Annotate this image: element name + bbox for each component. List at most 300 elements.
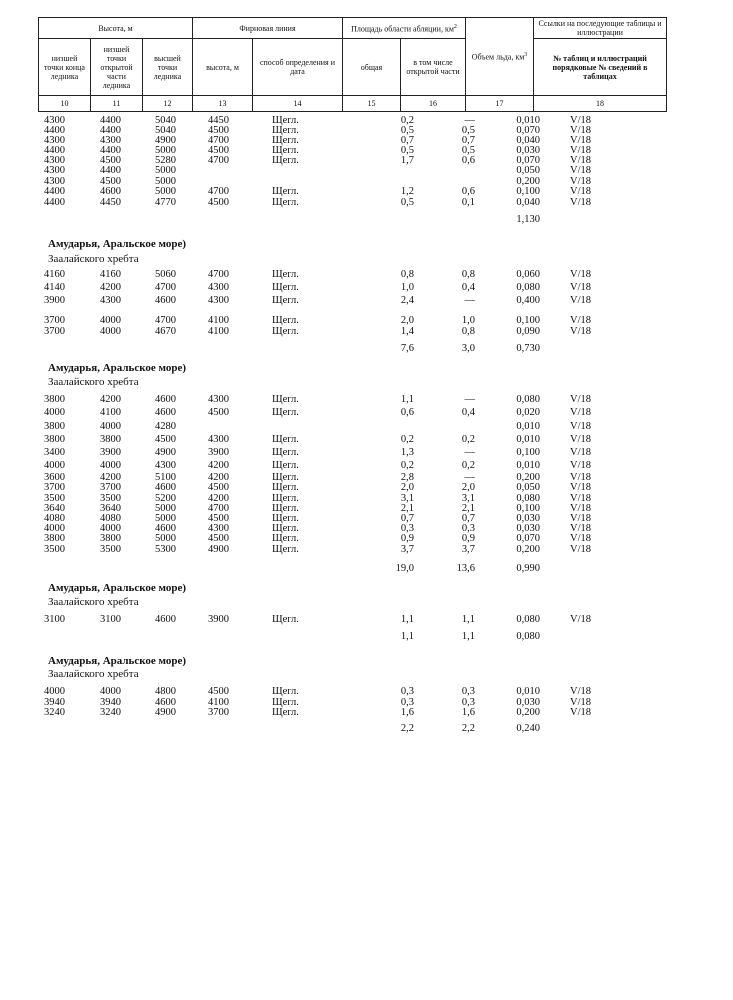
- cell-refs: V/18: [570, 523, 591, 534]
- cell-ice-volume: 0,090: [516, 326, 540, 337]
- cell-firn-height: 4300: [208, 295, 229, 306]
- cell-area-open: 2,1: [461, 503, 475, 514]
- table-row: [0, 447, 733, 459]
- cell-ice-volume: 0,010: [516, 686, 540, 697]
- cell-ice-volume: 0,040: [516, 135, 540, 146]
- cell-low-open: 4500: [100, 155, 121, 166]
- cell-area-open: 0,3: [461, 523, 475, 534]
- cell-refs: V/18: [570, 493, 591, 504]
- cell-ice-volume: 1,130: [516, 214, 540, 225]
- cell-refs: V/18: [570, 145, 591, 156]
- cell-firn-method: Щегл.: [272, 614, 299, 625]
- cell-refs: V/18: [570, 125, 591, 136]
- table-row: [0, 614, 733, 626]
- cell-refs: V/18: [570, 407, 591, 418]
- cell-firn-method: Щегл.: [272, 115, 299, 126]
- cell-high-point: 5280: [155, 155, 176, 166]
- cell-area-open: 1,6: [461, 707, 475, 718]
- cell-ice-volume: 0,200: [516, 707, 540, 718]
- cell-low-end: 3500: [44, 544, 65, 555]
- cell-refs: V/18: [570, 707, 591, 718]
- cell-firn-height: 4700: [208, 269, 229, 280]
- ablation-area-header: Площадь области абляции, $км^2$: [343, 18, 466, 39]
- cell-low-end: 3900: [44, 295, 65, 306]
- cell-ice-volume: 0,050: [516, 165, 540, 176]
- cell-low-end: 4160: [44, 269, 65, 280]
- cell-ice-volume: 0,010: [516, 434, 540, 445]
- cell-area-total: 1,3: [400, 447, 414, 458]
- table-row: [0, 407, 733, 419]
- cell-ice-volume: 0,080: [516, 614, 540, 625]
- cell-firn-method: Щегл.: [272, 697, 299, 708]
- cell-ice-volume: 0,010: [516, 115, 540, 126]
- section-title: Амударья, Аральское море): [48, 238, 187, 250]
- cell-high-point: 5040: [155, 115, 176, 126]
- cell-low-end: 4400: [44, 145, 65, 156]
- cell-high-point: 4800: [155, 686, 176, 697]
- total-row: [0, 343, 733, 355]
- cell-refs: V/18: [570, 394, 591, 405]
- cell-refs: V/18: [570, 686, 591, 697]
- cell-refs: V/18: [570, 165, 591, 176]
- cell-area-open: 0,5: [461, 145, 475, 156]
- cell-ice-volume: 0,070: [516, 533, 540, 544]
- cell-ice-volume: 0,080: [516, 282, 540, 293]
- cell-firn-height: 4200: [208, 493, 229, 504]
- cell-firn-height: 3900: [208, 614, 229, 625]
- cell-area-open: 0,3: [461, 697, 475, 708]
- cell-low-open: 4000: [100, 460, 121, 471]
- cell-area-total: 2,0: [400, 482, 414, 493]
- cell-area-total: 1,1: [400, 614, 414, 625]
- cell-low-open: 3500: [100, 544, 121, 555]
- col-12-header: высшей точки ледника: [143, 39, 193, 96]
- table-row: [0, 707, 733, 719]
- cell-low-open: 4080: [100, 513, 121, 524]
- cell-low-open: 4600: [100, 186, 121, 197]
- col-16-header: в том числе открытой части: [401, 39, 466, 96]
- cell-firn-height: 4700: [208, 155, 229, 166]
- cell-area-open: 0,6: [461, 186, 475, 197]
- cell-area-total: 2,4: [400, 295, 414, 306]
- cell-firn-height: 4700: [208, 135, 229, 146]
- cell-refs: V/18: [570, 614, 591, 625]
- table-row: [0, 269, 733, 281]
- cell-firn-method: Щегл.: [272, 125, 299, 136]
- cell-low-open: 4400: [100, 125, 121, 136]
- cell-area-open: 13,6: [456, 563, 475, 574]
- cell-low-open: 4000: [100, 421, 121, 432]
- cell-ice-volume: 0,070: [516, 125, 540, 136]
- cell-high-point: 4300: [155, 460, 176, 471]
- cell-firn-method: Щегл.: [272, 295, 299, 306]
- section-subtitle: Заалайского хребта: [48, 668, 139, 680]
- section-title: Амударья, Аральское море): [48, 655, 187, 667]
- cell-ice-volume: 0,070: [516, 155, 540, 166]
- cell-area-open: —: [464, 295, 475, 306]
- cell-firn-height: 4700: [208, 503, 229, 514]
- cell-area-open: 0,4: [461, 282, 475, 293]
- cell-refs: V/18: [570, 533, 591, 544]
- cell-high-point: 4500: [155, 434, 176, 445]
- cell-area-total: 0,3: [400, 697, 414, 708]
- cell-firn-method: Щегл.: [272, 544, 299, 555]
- cell-high-point: 4770: [155, 197, 176, 208]
- cell-firn-height: 3900: [208, 447, 229, 458]
- cell-ice-volume: 0,730: [516, 343, 540, 354]
- cell-area-open: 0,4: [461, 407, 475, 418]
- cell-area-total: 0,5: [400, 197, 414, 208]
- cell-high-point: 4670: [155, 326, 176, 337]
- cell-low-end: 3700: [44, 315, 65, 326]
- cell-firn-height: 4200: [208, 472, 229, 483]
- col-num-13: 13: [193, 96, 253, 112]
- cell-area-total: 2,8: [400, 472, 414, 483]
- cell-firn-method: Щегл.: [272, 434, 299, 445]
- cell-low-end: 4400: [44, 197, 65, 208]
- cell-firn-method: Щегл.: [272, 493, 299, 504]
- cell-low-end: 3400: [44, 447, 65, 458]
- cell-firn-method: Щегл.: [272, 145, 299, 156]
- cell-area-total: 1,0: [400, 282, 414, 293]
- cell-ice-volume: 0,060: [516, 269, 540, 280]
- cell-firn-height: 3700: [208, 707, 229, 718]
- cell-refs: V/18: [570, 513, 591, 524]
- col-num-17: 17: [466, 96, 534, 112]
- cell-low-end: 3800: [44, 434, 65, 445]
- cell-firn-height: 4500: [208, 407, 229, 418]
- cell-firn-height: 4300: [208, 434, 229, 445]
- section-title: Амударья, Аральское море): [48, 362, 187, 374]
- col-18-header: № таблиц и иллюстраций порядковые № сведений в таблицах: [534, 39, 667, 96]
- total-row: [0, 631, 733, 643]
- cell-area-open: 0,2: [461, 434, 475, 445]
- cell-low-open: 4000: [100, 315, 121, 326]
- cell-firn-height: 4450: [208, 115, 229, 126]
- cell-refs: V/18: [570, 115, 591, 126]
- cell-area-total: 1,1: [400, 394, 414, 405]
- cell-ice-volume: 0,030: [516, 523, 540, 534]
- cell-firn-method: Щегл.: [272, 155, 299, 166]
- cell-firn-height: 4100: [208, 315, 229, 326]
- cell-area-open: —: [464, 472, 475, 483]
- cell-firn-height: 4500: [208, 482, 229, 493]
- cell-low-end: 4300: [44, 135, 65, 146]
- col-num-18: 18: [534, 96, 667, 112]
- cell-area-open: —: [464, 115, 475, 126]
- cell-ice-volume: 0,200: [516, 176, 540, 187]
- cell-area-total: 0,8: [400, 269, 414, 280]
- table-header: [38, 17, 667, 112]
- cell-high-point: 5000: [155, 186, 176, 197]
- cell-firn-method: Щегл.: [272, 503, 299, 514]
- cell-low-end: 4400: [44, 125, 65, 136]
- cell-refs: V/18: [570, 434, 591, 445]
- cell-refs: V/18: [570, 269, 591, 280]
- cell-ice-volume: 0,990: [516, 563, 540, 574]
- cell-firn-method: Щегл.: [272, 513, 299, 524]
- cell-ice-volume: 0,240: [516, 723, 540, 734]
- cell-refs: V/18: [570, 326, 591, 337]
- cell-low-end: 4300: [44, 165, 65, 176]
- cell-refs: V/18: [570, 421, 591, 432]
- col-num-15: 15: [343, 96, 401, 112]
- cell-high-point: 4900: [155, 447, 176, 458]
- cell-low-end: 4080: [44, 513, 65, 524]
- cell-low-open: 3100: [100, 614, 121, 625]
- cell-firn-method: Щегл.: [272, 186, 299, 197]
- cell-area-open: 2,0: [461, 482, 475, 493]
- total-row: [0, 723, 733, 735]
- cell-low-open: 4200: [100, 282, 121, 293]
- cell-ice-volume: 0,020: [516, 407, 540, 418]
- cell-high-point: 4700: [155, 315, 176, 326]
- cell-area-open: 0,7: [461, 135, 475, 146]
- col-13-header: высота, м: [193, 39, 253, 96]
- cell-refs: V/18: [570, 155, 591, 166]
- cell-low-open: 4200: [100, 472, 121, 483]
- cell-low-open: 4100: [100, 407, 121, 418]
- cell-area-total: 3,1: [400, 493, 414, 504]
- cell-refs: V/18: [570, 315, 591, 326]
- cell-high-point: 4600: [155, 523, 176, 534]
- cell-high-point: 5000: [155, 513, 176, 524]
- cell-refs: V/18: [570, 503, 591, 514]
- cell-low-end: 4300: [44, 155, 65, 166]
- cell-low-open: 4400: [100, 145, 121, 156]
- cell-firn-method: Щегл.: [272, 686, 299, 697]
- cell-firn-method: Щегл.: [272, 472, 299, 483]
- cell-firn-method: Щегл.: [272, 707, 299, 718]
- cell-low-end: 3800: [44, 394, 65, 405]
- cell-refs: V/18: [570, 460, 591, 471]
- cell-refs: V/18: [570, 544, 591, 555]
- cell-ice-volume: 0,200: [516, 472, 540, 483]
- cell-firn-height: 4100: [208, 697, 229, 708]
- cell-area-open: 1,1: [461, 614, 475, 625]
- cell-firn-height: 4300: [208, 523, 229, 534]
- cell-area-total: 1,6: [400, 707, 414, 718]
- cell-firn-method: Щегл.: [272, 482, 299, 493]
- cell-area-total: 7,6: [400, 343, 414, 354]
- total-row: [0, 214, 733, 226]
- cell-refs: V/18: [570, 197, 591, 208]
- cell-high-point: 4600: [155, 394, 176, 405]
- cell-area-total: 0,2: [400, 460, 414, 471]
- cell-area-total: 1,2: [400, 186, 414, 197]
- cell-area-total: 1,4: [400, 326, 414, 337]
- cell-area-open: 0,7: [461, 513, 475, 524]
- cell-firn-method: Щегл.: [272, 533, 299, 544]
- cell-low-open: 4400: [100, 115, 121, 126]
- cell-ice-volume: 0,080: [516, 631, 540, 642]
- cell-refs: V/18: [570, 135, 591, 146]
- cell-firn-height: 4500: [208, 533, 229, 544]
- cell-ice-volume: 0,400: [516, 295, 540, 306]
- cell-low-open: 4000: [100, 686, 121, 697]
- cell-ice-volume: 0,050: [516, 482, 540, 493]
- cell-high-point: 5000: [155, 503, 176, 514]
- section-title: Амударья, Аральское море): [48, 582, 187, 594]
- col-num-14: 14: [253, 96, 343, 112]
- cell-area-open: 0,1: [461, 197, 475, 208]
- table-row: [0, 421, 733, 433]
- cell-area-total: 2,0: [400, 315, 414, 326]
- cell-area-open: 0,3: [461, 686, 475, 697]
- cell-low-end: 3700: [44, 482, 65, 493]
- table-row: [0, 197, 733, 209]
- cell-ice-volume: 0,030: [516, 513, 540, 524]
- cell-low-end: 3700: [44, 326, 65, 337]
- cell-ice-volume: 0,200: [516, 544, 540, 555]
- cell-area-total: 3,7: [400, 544, 414, 555]
- cell-high-point: 5000: [155, 533, 176, 544]
- cell-area-total: 0,7: [400, 135, 414, 146]
- cell-area-total: 0,2: [400, 115, 414, 126]
- cell-ice-volume: 0,030: [516, 145, 540, 156]
- ice-volume-header: Объем льда, $км^3$: [466, 18, 534, 96]
- cell-firn-height: 4500: [208, 513, 229, 524]
- cell-firn-height: 4700: [208, 186, 229, 197]
- cell-area-total: 0,7: [400, 513, 414, 524]
- cell-area-total: 1,1: [400, 631, 414, 642]
- cell-low-end: 3940: [44, 697, 65, 708]
- cell-area-open: —: [464, 447, 475, 458]
- cell-firn-method: Щегл.: [272, 197, 299, 208]
- cell-low-end: 3500: [44, 493, 65, 504]
- cell-firn-height: 4500: [208, 686, 229, 697]
- cell-ice-volume: 0,080: [516, 394, 540, 405]
- cell-firn-height: 4300: [208, 282, 229, 293]
- col-11-header: низшей точки открытой части ледника: [91, 39, 143, 96]
- cell-area-total: 0,5: [400, 145, 414, 156]
- cell-area-open: 0,5: [461, 125, 475, 136]
- cell-ice-volume: 0,100: [516, 447, 540, 458]
- table-row: [0, 544, 733, 556]
- cell-refs: V/18: [570, 482, 591, 493]
- cell-low-open: 4300: [100, 135, 121, 146]
- cell-ice-volume: 0,100: [516, 503, 540, 514]
- cell-low-open: 3800: [100, 533, 121, 544]
- cell-low-end: 3100: [44, 614, 65, 625]
- cell-area-total: 0,3: [400, 686, 414, 697]
- cell-high-point: 4600: [155, 482, 176, 493]
- cell-ice-volume: 0,040: [516, 197, 540, 208]
- cell-low-open: 3240: [100, 707, 121, 718]
- table-row: [0, 434, 733, 446]
- cell-area-open: 3,7: [461, 544, 475, 555]
- cell-firn-height: 4500: [208, 145, 229, 156]
- cell-area-open: 3,0: [461, 343, 475, 354]
- cell-low-end: 4300: [44, 115, 65, 126]
- cell-area-open: 2,2: [461, 723, 475, 734]
- cell-area-open: 1,0: [461, 315, 475, 326]
- cell-area-open: 0,2: [461, 460, 475, 471]
- cell-low-open: 4000: [100, 523, 121, 534]
- cell-area-open: 0,8: [461, 326, 475, 337]
- table-row: [0, 295, 733, 307]
- cell-ice-volume: 0,100: [516, 186, 540, 197]
- cell-area-open: 3,1: [461, 493, 475, 504]
- cell-ice-volume: 0,010: [516, 421, 540, 432]
- cell-firn-height: 4500: [208, 197, 229, 208]
- cell-low-open: 4500: [100, 176, 121, 187]
- cell-firn-method: Щегл.: [272, 523, 299, 534]
- cell-firn-method: Щегл.: [272, 269, 299, 280]
- cell-high-point: 5060: [155, 269, 176, 280]
- cell-area-total: 2,1: [400, 503, 414, 514]
- cell-low-end: 4000: [44, 523, 65, 534]
- cell-area-total: 2,2: [400, 723, 414, 734]
- cell-area-total: 0,5: [400, 125, 414, 136]
- cell-firn-height: 4300: [208, 394, 229, 405]
- cell-refs: V/18: [570, 447, 591, 458]
- cell-low-end: 4000: [44, 460, 65, 471]
- cell-low-open: 3800: [100, 434, 121, 445]
- cell-firn-height: 4100: [208, 326, 229, 337]
- col-10-header: низшей точки конца ледника: [39, 39, 91, 96]
- cell-low-open: 3640: [100, 503, 121, 514]
- cell-refs: V/18: [570, 186, 591, 197]
- col-num-16: 16: [401, 96, 466, 112]
- section-subtitle: Заалайского хребта: [48, 596, 139, 608]
- height-group-header: Высота, м: [39, 18, 193, 39]
- cell-high-point: 5000: [155, 165, 176, 176]
- cell-high-point: 4700: [155, 282, 176, 293]
- cell-ice-volume: 0,080: [516, 493, 540, 504]
- cell-high-point: 5300: [155, 544, 176, 555]
- cell-low-open: 4160: [100, 269, 121, 280]
- references-header: Ссылки на последующие таблицы и иллюстрации: [534, 18, 667, 39]
- cell-firn-height: 4900: [208, 544, 229, 555]
- cell-refs: V/18: [570, 697, 591, 708]
- cell-ice-volume: 0,010: [516, 460, 540, 471]
- cell-low-open: 4000: [100, 326, 121, 337]
- cell-high-point: 5000: [155, 145, 176, 156]
- table-row: [0, 460, 733, 472]
- cell-firn-method: Щегл.: [272, 282, 299, 293]
- cell-firn-method: Щегл.: [272, 447, 299, 458]
- cell-low-end: 3240: [44, 707, 65, 718]
- cell-low-end: 3600: [44, 472, 65, 483]
- cell-low-end: 4300: [44, 176, 65, 187]
- cell-high-point: 4600: [155, 407, 176, 418]
- col-num-12: 12: [143, 96, 193, 112]
- col-14-header: способ определения и дата: [253, 39, 343, 96]
- cell-low-open: 3500: [100, 493, 121, 504]
- cell-low-open: 4300: [100, 295, 121, 306]
- cell-high-point: 4600: [155, 614, 176, 625]
- cell-refs: V/18: [570, 295, 591, 306]
- cell-low-open: 3700: [100, 482, 121, 493]
- cell-low-open: 4200: [100, 394, 121, 405]
- cell-low-open: 4400: [100, 165, 121, 176]
- cell-area-open: 1,1: [461, 631, 475, 642]
- cell-low-end: 3800: [44, 421, 65, 432]
- cell-low-end: 4400: [44, 186, 65, 197]
- cell-high-point: 5000: [155, 176, 176, 187]
- col-15-header: общая: [343, 39, 401, 96]
- cell-area-total: 0,2: [400, 434, 414, 445]
- cell-low-open: 3940: [100, 697, 121, 708]
- cell-high-point: 5100: [155, 472, 176, 483]
- cell-refs: V/18: [570, 472, 591, 483]
- section-subtitle: Заалайского хребта: [48, 253, 139, 265]
- table-row: [0, 326, 733, 338]
- cell-firn-height: 4500: [208, 125, 229, 136]
- cell-firn-method: Щегл.: [272, 394, 299, 405]
- cell-ice-volume: 0,100: [516, 315, 540, 326]
